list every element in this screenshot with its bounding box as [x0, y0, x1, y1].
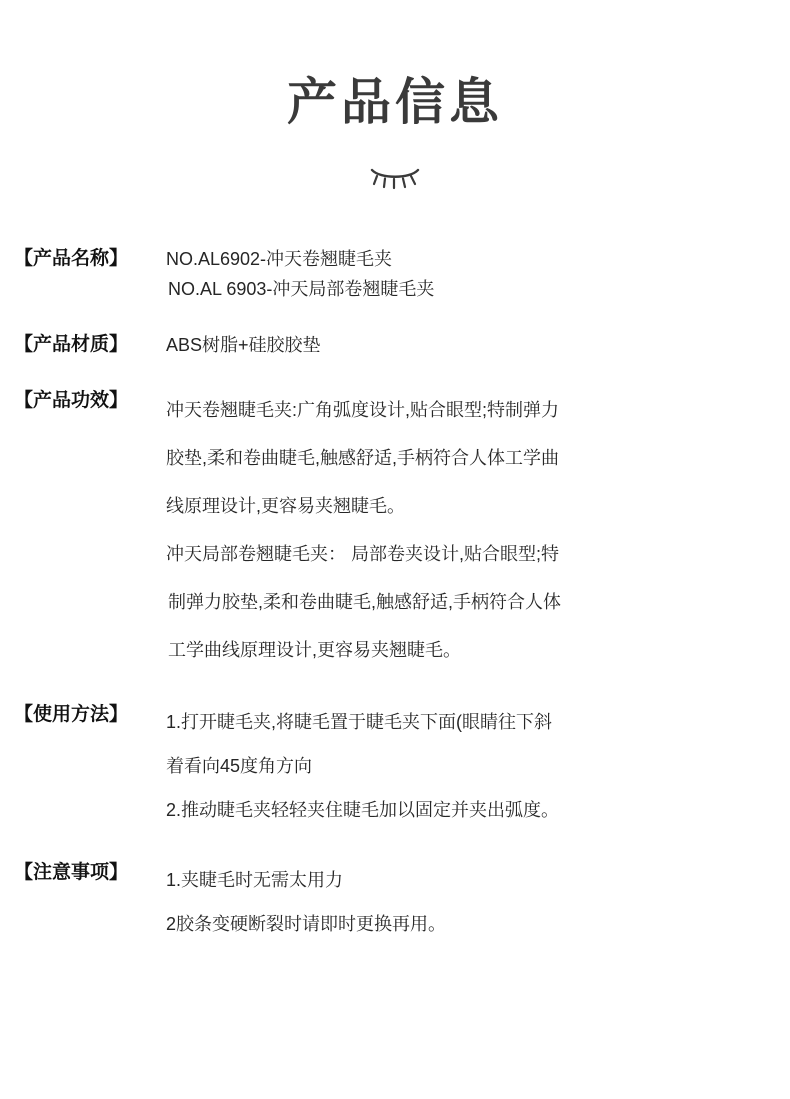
- spec-row: [0, 244, 790, 304]
- spec-value-line: NO.AL 6903-冲天局部卷翘睫毛夹: [168, 279, 435, 299]
- spec-value-line: 线原理设计,更容易夹翘睫毛。: [166, 496, 405, 516]
- spec-label: 【产品功效】: [14, 390, 129, 411]
- spec-value-line: 2.推动睫毛夹轻轻夹住睫毛加以固定并夹出弧度。: [166, 800, 560, 820]
- eyelash-icon: [360, 158, 430, 192]
- spec-value: [166, 244, 750, 304]
- spec-row: [0, 330, 790, 360]
- spec-value-line: NO.AL6902-冲天卷翘睫毛夹: [166, 249, 393, 269]
- spec-row: [0, 700, 790, 832]
- spec-value-line: 胶垫,柔和卷曲睫毛,触感舒适,手柄符合人体工学曲: [166, 448, 560, 468]
- spec-value: [166, 858, 750, 946]
- spec-value-line: 着看向45度角方向: [166, 756, 313, 776]
- spec-label: 【使用方法】: [14, 704, 129, 725]
- spec-value-line: 冲天局部卷翘睫毛夹： 局部卷夹设计,贴合眼型;特: [166, 544, 560, 564]
- spec-value-line: ABS树脂+硅胶胶垫: [166, 335, 321, 355]
- spec-label: 【产品名称】: [14, 248, 129, 269]
- spec-value-line: 制弹力胶垫,柔和卷曲睫毛,触感舒适,手柄符合人体: [168, 592, 562, 612]
- spec-value: [166, 330, 750, 360]
- spec-label: 【注意事项】: [14, 862, 129, 883]
- spec-value: [166, 386, 750, 674]
- spec-row: [0, 858, 790, 946]
- page-title: 产品信息: [287, 74, 503, 130]
- spec-label: 【产品材质】: [14, 334, 129, 355]
- spec-value-line: 工学曲线原理设计,更容易夹翘睫毛。: [168, 640, 461, 660]
- spec-value-line: 2胶条变硬断裂时请即时更换再用。: [166, 914, 447, 934]
- spec-row: [0, 386, 790, 674]
- spec-value-line: 1.打开睫毛夹,将睫毛置于睫毛夹下面(眼睛往下斜: [166, 712, 553, 732]
- spec-list: [0, 244, 790, 946]
- spec-value-line: 1.夹睫毛时无需太用力: [166, 870, 344, 890]
- spec-value-line: 冲天卷翘睫毛夹:广角弧度设计,贴合眼型;特制弹力: [166, 400, 560, 420]
- spec-value: [166, 700, 750, 832]
